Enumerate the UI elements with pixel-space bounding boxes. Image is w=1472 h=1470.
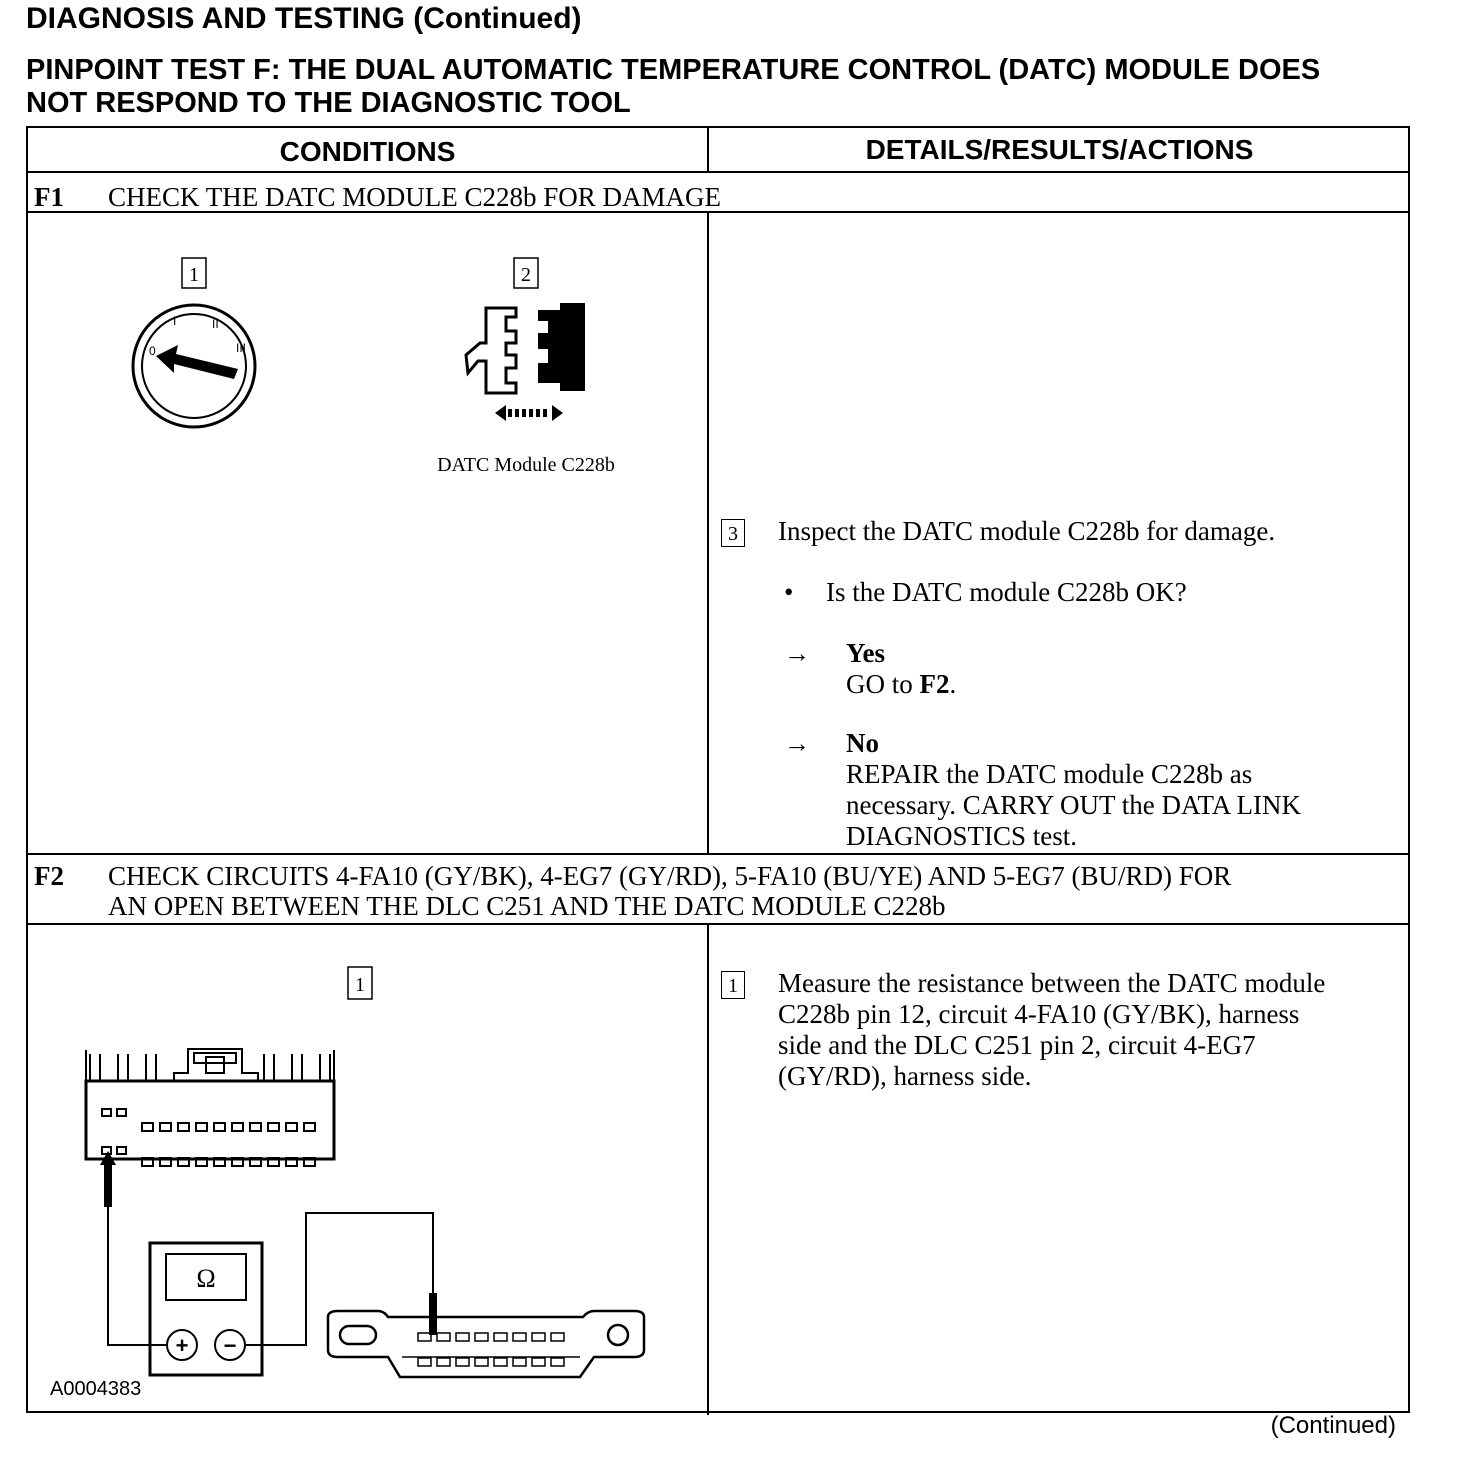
col-divider-f2 <box>707 925 709 1415</box>
svg-text:Ω: Ω <box>196 1264 216 1293</box>
f1-no-result <box>846 728 1301 852</box>
step-title: CHECK THE DATC MODULE C228b FOR DAMAGE <box>108 182 722 212</box>
step-title: CHECK CIRCUITS 4-FA10 (GY/BK), 4-EG7 (GY/RD), 5-FA10 (BU/YE) AND 5-EG7 (BU/RD) FOR AN OPEN BETWEEN THE DLC C251 AND THE DATC MODULE C228b <box>108 861 1232 921</box>
row-divider <box>28 171 1408 173</box>
arrow-right-icon: → <box>784 639 810 668</box>
arrow-right-icon: → <box>784 729 810 758</box>
pinpoint-test-title <box>26 54 1446 120</box>
figure-callout-number: 2 <box>521 264 531 286</box>
no-action-line: DIAGNOSTICS test. <box>846 821 1078 851</box>
figure-caption: DATC Module C228b <box>437 454 615 476</box>
probe-icon <box>429 1293 437 1335</box>
yes-label: Yes <box>846 638 885 668</box>
details-header: DETAILS/RESULTS/ACTIONS <box>865 134 1254 165</box>
step-id: F2 <box>34 861 64 891</box>
dlc-connector-icon <box>328 1311 644 1377</box>
ignition-switch-icon <box>133 305 255 427</box>
figure-callout-number: 1 <box>355 974 365 996</box>
figure-callout-number: 1 <box>189 264 199 286</box>
f1-figure <box>28 213 707 853</box>
f2-action-text: Measure the resistance between the DATC module C228b pin 12, circuit 4-FA10 (GY/BK), harness side and the DLC C251 pin 2, circuit 4-EG7 (GY/RD), harness side. <box>778 968 1326 1091</box>
f1-yes-result <box>846 638 956 700</box>
svg-text:III: III <box>236 341 247 355</box>
pinpoint-table <box>26 126 1410 1413</box>
multimeter-icon <box>150 1243 262 1375</box>
action-number-box: 3 <box>721 519 745 547</box>
figure-id: A0004383 <box>50 1378 142 1400</box>
no-label: No <box>846 728 879 758</box>
probe-icon <box>104 1163 112 1207</box>
bullet-icon: • <box>784 577 794 607</box>
f1-question: Is the DATC module C228b OK? <box>826 577 1187 607</box>
f2-figure <box>28 925 707 1415</box>
svg-text:I: I <box>173 314 177 328</box>
action-number-box: 1 <box>721 971 745 999</box>
svg-text:−: − <box>223 1333 237 1358</box>
datc-connector-icon <box>86 1049 334 1166</box>
no-action-line: necessary. CARRY OUT the DATA LINK <box>846 790 1302 820</box>
step-id: F1 <box>34 182 64 212</box>
yes-action: GO to F2. <box>846 669 957 699</box>
no-action-line: REPAIR the DATC module C228b as <box>846 759 1253 789</box>
svg-text:+: + <box>175 1333 189 1358</box>
f1-action-text: Inspect the DATC module C228b for damage. <box>778 516 1276 546</box>
connector-icon <box>466 303 585 421</box>
page-title: DIAGNOSIS AND TESTING (Continued) <box>26 2 582 35</box>
svg-text:II: II <box>212 317 219 331</box>
conditions-header: CONDITIONS <box>279 136 456 167</box>
test-lead <box>245 1213 433 1345</box>
test-title-line-2: NOT RESPOND TO THE DIAGNOSTIC TOOL <box>26 87 631 119</box>
col-divider-f1 <box>707 213 709 853</box>
continued-label: (Continued) <box>1270 1412 1396 1439</box>
test-title-line-1: PINPOINT TEST F: THE DUAL AUTOMATIC TEMPERATURE CONTROL (DATC) MODULE DOES <box>26 54 1321 86</box>
row-divider <box>28 853 1408 855</box>
svg-text:0: 0 <box>149 344 156 358</box>
